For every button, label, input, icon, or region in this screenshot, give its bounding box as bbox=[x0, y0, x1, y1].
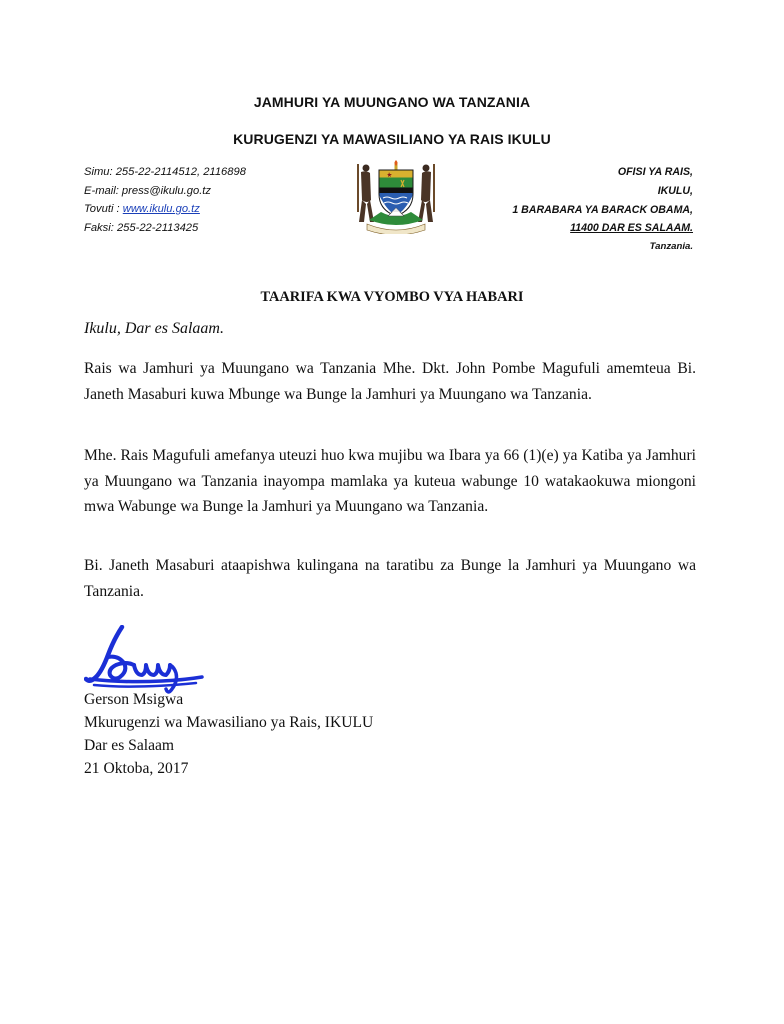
email-address: E-mail: press@ikulu.go.tz bbox=[84, 184, 212, 197]
place-line: Ikulu, Dar es Salaam. bbox=[84, 320, 224, 337]
contact-block-right bbox=[512, 163, 693, 257]
signature-date: 21 Oktoba, 2017 bbox=[84, 760, 189, 777]
signer-name: Gerson Msigwa bbox=[84, 691, 184, 708]
website-link[interactable]: www.ikulu.go.tz bbox=[122, 203, 200, 216]
header-line-1: JAMHURI YA MUUNGANO WA TANZANIA bbox=[253, 94, 531, 110]
website-label: Tovuti : bbox=[84, 203, 123, 216]
phone-number: Simu: 255-22-2114512, 2116898 bbox=[84, 166, 246, 178]
signer-city: Dar es Salaam bbox=[84, 737, 175, 754]
address-line-5: Tanzania. bbox=[649, 241, 693, 253]
body-paragraph-1: Rais wa Jamhuri ya Muungano wa Tanzania Mhe. Dkt. John Pombe Magufuli amemteua Bi. Janeth Masaburi kuwa Mbunge wa Bunge la Jamhuri ya Muungano wa Tanzania. bbox=[84, 360, 696, 403]
contact-block-left bbox=[84, 163, 246, 237]
website-line bbox=[84, 200, 246, 219]
coat-of-arms-icon bbox=[355, 160, 437, 234]
header-line-2: KURUGENZI YA MAWASILIANO YA RAIS IKULU bbox=[233, 131, 551, 147]
address-line-3: 1 BARABARA YA BARACK OBAMA, bbox=[512, 203, 693, 216]
body-paragraph-3: Bi. Janeth Masaburi ataapishwa kulingana na taratibu za Bunge la Jamhuri ya Muungano wa Tanzania. bbox=[84, 557, 696, 600]
fax-number: Faksi: 255-22-2113425 bbox=[84, 221, 199, 234]
address-line-4: 11400 DAR ES SALAAM. bbox=[570, 222, 693, 235]
signer-title: Mkurugenzi wa Mawasiliano ya Rais, IKULU bbox=[84, 714, 374, 731]
address-line-2: IKULU, bbox=[657, 184, 693, 197]
address-line-1: OFISI YA RAIS, bbox=[617, 166, 693, 178]
body-paragraph-2: Mhe. Rais Magufuli amefanya uteuzi huo kwa mujibu wa Ibara ya 66 (1)(e) ya Katiba ya Jamhuri ya Muungano wa Tanzania inayompa mamlaka ya kuteua wabunge 10 watakaokuwa miongoni mwa Wabunge wa Bunge la Jamhuri ya Muungano wa Tanzania. bbox=[84, 447, 696, 515]
document-title: TAARIFA KWA VYOMBO VYA HABARI bbox=[260, 289, 524, 305]
